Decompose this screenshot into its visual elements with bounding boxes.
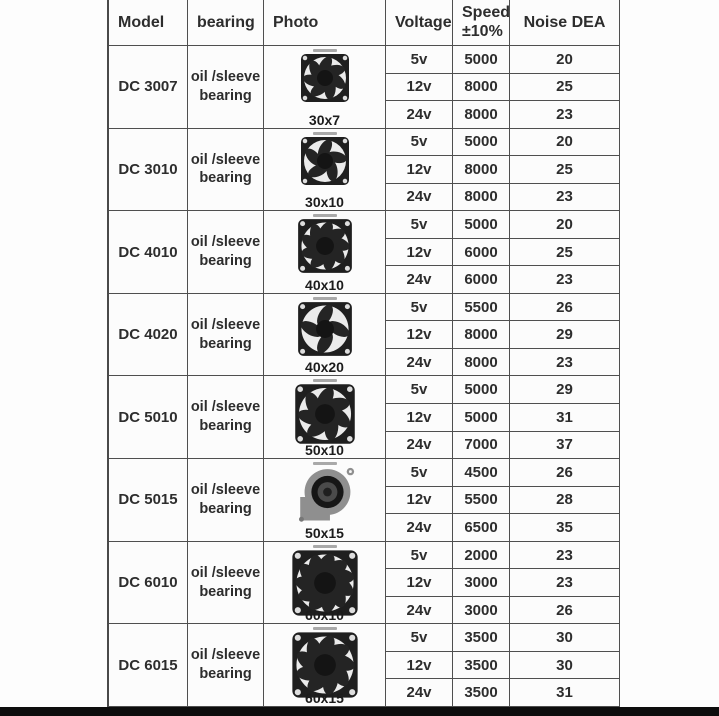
voltage-value: 5v (410, 463, 428, 481)
axial-fan-photo (300, 136, 350, 186)
photo-cell (264, 294, 386, 377)
noise-value: 25 (556, 160, 573, 178)
noise-cell (510, 349, 620, 377)
noise-cell (510, 294, 620, 322)
voltage-value: 24v (406, 436, 432, 454)
speed-cell (453, 74, 510, 102)
model-cell (109, 129, 188, 212)
speed-cell (453, 294, 510, 322)
noise-cell (510, 459, 620, 487)
voltage-value: 12v (406, 160, 432, 178)
voltage-cell (386, 321, 453, 349)
voltage-value: 24v (406, 518, 432, 536)
voltage-value: 12v (406, 78, 432, 96)
voltage-value: 5v (410, 381, 428, 399)
noise-cell (510, 321, 620, 349)
speed-cell (453, 376, 510, 404)
noise-value: 25 (556, 78, 573, 96)
voltage-value: 5v (410, 216, 428, 233)
voltage-cell (386, 487, 453, 515)
voltage-cell (386, 211, 453, 239)
noise-value: 26 (556, 298, 573, 316)
voltage-cell (386, 156, 453, 184)
speed-value: 6000 (464, 271, 498, 289)
speed-cell (453, 349, 510, 377)
voltage-value: 24v (406, 684, 432, 702)
noise-value: 31 (556, 408, 573, 426)
model-cell (109, 46, 188, 129)
speed-value: 3500 (464, 656, 498, 674)
voltage-cell (386, 239, 453, 267)
fan-photo (300, 136, 350, 186)
noise-cell (510, 487, 620, 515)
photo-watermark (313, 297, 337, 300)
photo-cell (264, 376, 386, 459)
model-label: DC 4010 (118, 243, 178, 261)
speed-value: 5000 (464, 50, 498, 68)
model-cell (109, 376, 188, 459)
noise-value: 23 (556, 188, 573, 206)
voltage-cell (386, 294, 453, 322)
bearing-label: oil /sleeve bearing (190, 151, 261, 187)
photo-watermark (313, 462, 337, 465)
noise-cell (510, 679, 620, 707)
voltage-value: 24v (406, 601, 432, 619)
photo-caption: 40x10 (305, 276, 344, 293)
noise-value: 23 (556, 271, 573, 289)
photo-cell (264, 542, 386, 625)
noise-value: 30 (556, 656, 573, 674)
col-header-noise (510, 0, 620, 46)
voltage-cell (386, 74, 453, 102)
noise-cell (510, 101, 620, 129)
bearing-label: oil /sleeve bearing (190, 316, 261, 352)
model-label: DC 6010 (118, 574, 178, 592)
voltage-cell (386, 101, 453, 129)
noise-value: 28 (556, 491, 573, 509)
voltage-value: 5v (410, 546, 428, 564)
speed-cell (453, 239, 510, 267)
fan-photo (297, 218, 353, 274)
speed-value: 3500 (464, 629, 498, 647)
speed-cell (453, 624, 510, 652)
speed-value: 2000 (464, 546, 498, 564)
bearing-cell (188, 542, 264, 625)
model-label: DC 3010 (118, 160, 178, 178)
voltage-cell (386, 349, 453, 377)
col-header-model-label: Model (118, 13, 165, 31)
bearing-label: oil /sleeve bearing (190, 234, 261, 270)
speed-cell (453, 432, 510, 460)
voltage-value: 12v (406, 574, 432, 592)
bearing-cell (188, 46, 264, 129)
speed-cell (453, 652, 510, 680)
voltage-cell (386, 679, 453, 707)
bearing-cell (188, 459, 264, 542)
voltage-cell (386, 624, 453, 652)
speed-value: 3000 (464, 574, 498, 592)
speed-cell (453, 46, 510, 74)
speed-cell (453, 404, 510, 432)
axial-fan-photo (294, 383, 356, 445)
noise-cell (510, 624, 620, 652)
voltage-cell (386, 184, 453, 212)
noise-value: 26 (556, 601, 573, 619)
axial-fan-photo (300, 53, 350, 103)
speed-value: 8000 (464, 160, 498, 178)
fan-spec-table (107, 0, 620, 707)
photo-caption: 50x10 (305, 442, 344, 459)
noise-value: 35 (556, 518, 573, 536)
noise-cell (510, 432, 620, 460)
photo-watermark (313, 545, 337, 548)
noise-cell (510, 569, 620, 597)
model-label: DC 4020 (118, 326, 178, 344)
noise-value: 26 (556, 463, 573, 481)
axial-fan-photo (297, 301, 353, 357)
bearing-cell (188, 376, 264, 459)
photo-watermark (313, 214, 337, 217)
model-cell (109, 624, 188, 707)
bearing-cell (188, 294, 264, 377)
speed-value: 5500 (464, 491, 498, 509)
speed-value: 8000 (464, 78, 498, 96)
noise-cell (510, 129, 620, 157)
model-cell (109, 542, 188, 625)
noise-cell (510, 156, 620, 184)
voltage-value: 12v (406, 243, 432, 261)
col-header-voltage-label: Voltage (395, 13, 452, 31)
voltage-value: 24v (406, 188, 432, 206)
speed-cell (453, 266, 510, 294)
speed-header-line1: Speed (462, 4, 511, 22)
bearing-label: oil /sleeve bearing (190, 564, 261, 600)
voltage-cell (386, 514, 453, 542)
speed-value: 6500 (464, 518, 498, 536)
col-header-voltage (386, 0, 453, 46)
col-header-model (109, 0, 188, 46)
noise-cell (510, 376, 620, 404)
noise-value: 29 (556, 381, 573, 399)
voltage-cell (386, 129, 453, 157)
noise-value: 37 (556, 436, 573, 454)
blower-fan-photo (294, 466, 356, 523)
photo-caption: 60x15 (305, 689, 344, 706)
voltage-value: 12v (406, 491, 432, 509)
noise-value: 20 (556, 216, 573, 233)
speed-cell (453, 569, 510, 597)
speed-cell (453, 321, 510, 349)
voltage-value: 24v (406, 271, 432, 289)
speed-header-line2: ±10% (462, 22, 503, 40)
voltage-cell (386, 652, 453, 680)
voltage-value: 24v (406, 353, 432, 371)
voltage-cell (386, 266, 453, 294)
noise-cell (510, 46, 620, 74)
photo-caption: 30x7 (308, 111, 341, 128)
speed-value: 8000 (464, 353, 498, 371)
model-cell (109, 211, 188, 294)
photo-cell (264, 624, 386, 707)
speed-value: 6000 (464, 243, 498, 261)
speed-value: 7000 (464, 436, 498, 454)
fan-photo (300, 53, 350, 103)
noise-value: 20 (556, 133, 573, 151)
bearing-label: oil /sleeve bearing (190, 68, 261, 104)
photo-caption: 50x15 (305, 524, 344, 541)
voltage-value: 12v (406, 656, 432, 674)
noise-cell (510, 239, 620, 267)
speed-value: 8000 (464, 326, 498, 344)
speed-cell (453, 211, 510, 239)
speed-value: 3000 (464, 601, 498, 619)
noise-cell (510, 211, 620, 239)
model-label: DC 5010 (118, 408, 178, 426)
noise-value: 29 (556, 326, 573, 344)
voltage-cell (386, 459, 453, 487)
voltage-cell (386, 404, 453, 432)
speed-cell (453, 101, 510, 129)
voltage-cell (386, 597, 453, 625)
photo-watermark (313, 379, 337, 382)
photo-caption: 30x10 (305, 194, 344, 211)
photo-watermark (313, 627, 337, 630)
noise-value: 23 (556, 105, 573, 123)
col-header-noise-label: Noise DEA (523, 13, 606, 31)
photo-caption: 60x10 (305, 607, 344, 624)
fan-photo (294, 466, 356, 523)
bearing-cell (188, 211, 264, 294)
voltage-value: 5v (410, 629, 428, 647)
photo-watermark (313, 49, 337, 52)
voltage-value: 24v (406, 105, 432, 123)
speed-value: 8000 (464, 105, 498, 123)
speed-cell (453, 542, 510, 570)
noise-value: 30 (556, 629, 573, 647)
voltage-value: 12v (406, 408, 432, 426)
noise-value: 25 (556, 243, 573, 261)
speed-cell (453, 129, 510, 157)
noise-cell (510, 597, 620, 625)
col-header-speed (453, 0, 510, 46)
col-header-speed-label (462, 4, 510, 41)
speed-value: 5000 (464, 408, 498, 426)
photo-cell (264, 129, 386, 212)
voltage-value: 5v (410, 133, 428, 151)
photo-watermark (313, 132, 337, 135)
photo-caption: 40x20 (305, 359, 344, 376)
voltage-cell (386, 432, 453, 460)
noise-value: 20 (556, 50, 573, 68)
speed-value: 8000 (464, 188, 498, 206)
model-cell (109, 294, 188, 377)
voltage-cell (386, 376, 453, 404)
voltage-cell (386, 569, 453, 597)
speed-value: 5000 (464, 381, 498, 399)
axial-fan-photo (297, 218, 353, 274)
noise-cell (510, 74, 620, 102)
noise-cell (510, 514, 620, 542)
voltage-value: 12v (406, 326, 432, 344)
noise-cell (510, 652, 620, 680)
speed-value: 5000 (464, 216, 498, 233)
bearing-cell (188, 129, 264, 212)
photo-cell (264, 459, 386, 542)
speed-value: 5500 (464, 298, 498, 316)
model-cell (109, 459, 188, 542)
bottom-black-bar (0, 707, 719, 716)
noise-cell (510, 542, 620, 570)
photo-cell (264, 46, 386, 129)
noise-value: 31 (556, 684, 573, 702)
speed-value: 3500 (464, 684, 498, 702)
model-label: DC 6015 (118, 656, 178, 674)
speed-cell (453, 156, 510, 184)
voltage-cell (386, 46, 453, 74)
voltage-cell (386, 542, 453, 570)
speed-cell (453, 679, 510, 707)
col-header-bearing-label: bearing (197, 13, 255, 31)
speed-cell (453, 597, 510, 625)
noise-cell (510, 266, 620, 294)
bearing-cell (188, 624, 264, 707)
noise-value: 23 (556, 546, 573, 564)
noise-cell (510, 184, 620, 212)
bearing-label: oil /sleeve bearing (190, 482, 261, 517)
col-header-photo (264, 0, 386, 46)
model-label: DC 5015 (118, 491, 178, 509)
speed-cell (453, 184, 510, 212)
bearing-label: oil /sleeve bearing (190, 647, 261, 683)
speed-cell (453, 459, 510, 487)
speed-cell (453, 487, 510, 515)
photo-cell (264, 211, 386, 294)
noise-value: 23 (556, 353, 573, 371)
model-label: DC 3007 (118, 78, 178, 96)
col-header-photo-label: Photo (273, 13, 319, 31)
col-header-bearing (188, 0, 264, 46)
speed-cell (453, 514, 510, 542)
fan-photo (297, 301, 353, 357)
bearing-label: oil /sleeve bearing (190, 399, 261, 435)
voltage-value: 5v (410, 50, 428, 68)
noise-value: 23 (556, 574, 573, 592)
voltage-value: 5v (410, 298, 428, 316)
fan-photo (294, 383, 356, 445)
speed-value: 4500 (464, 463, 498, 481)
noise-cell (510, 404, 620, 432)
speed-value: 5000 (464, 133, 498, 151)
